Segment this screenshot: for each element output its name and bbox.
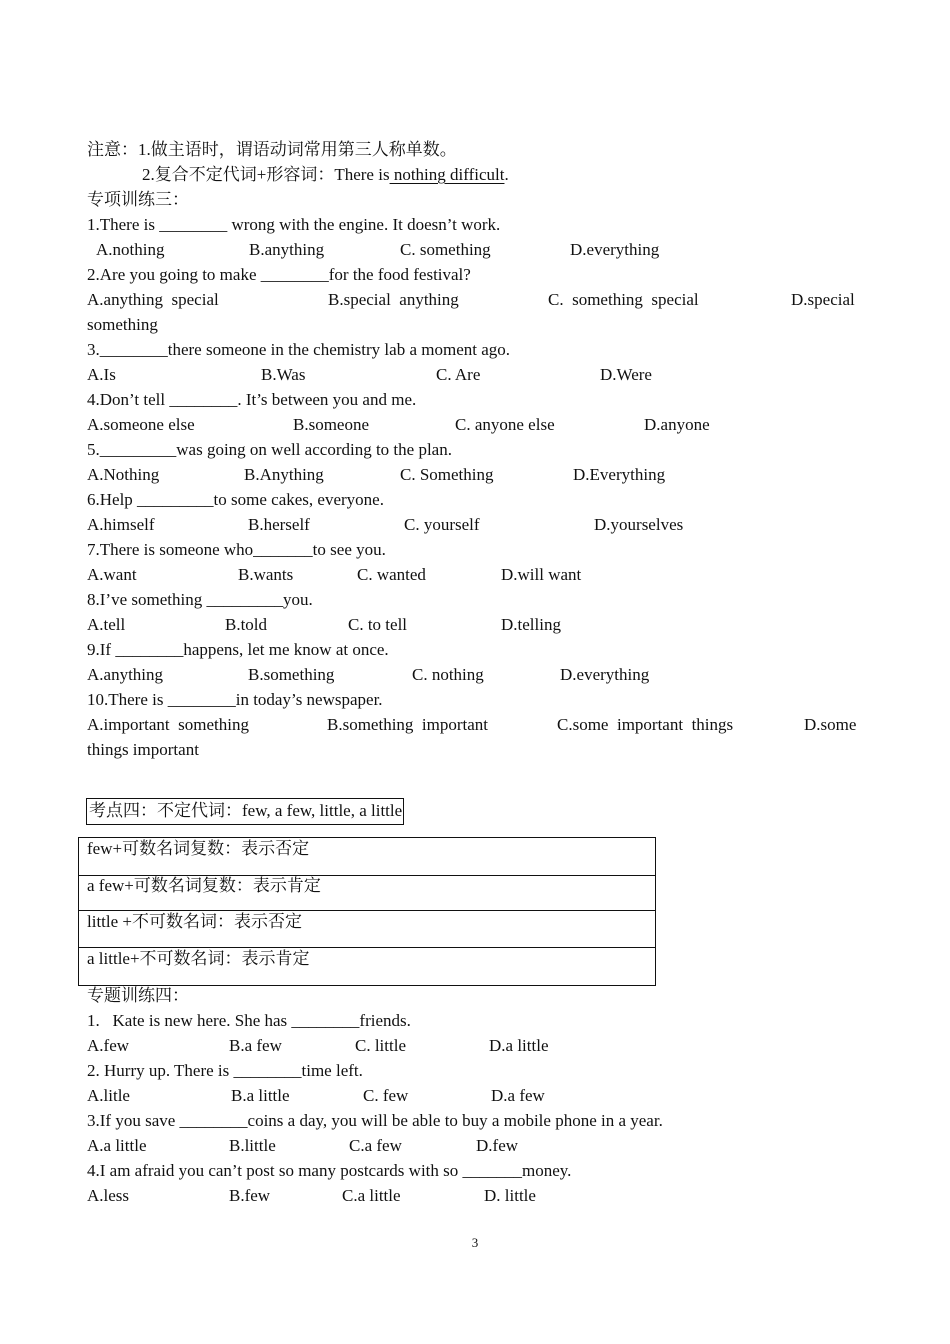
option-a: A.less [87, 1186, 130, 1205]
option-d-wrap: things important [87, 740, 199, 759]
option-a: A.want [87, 565, 137, 584]
rules-table [78, 837, 656, 986]
section4-title: 专题训练四： [87, 986, 189, 1005]
option-c: C. Are [436, 365, 481, 384]
question-text: 10.There is ________in today’s newspaper. [87, 690, 383, 709]
option-a: A.Nothing [87, 465, 160, 484]
note-line-2 [142, 164, 509, 186]
option-d: D. little [484, 1186, 536, 1205]
option-a: A.someone else [87, 415, 195, 434]
option-d: D.Were [600, 365, 652, 384]
option-a: A.tell [87, 615, 126, 634]
question-text: 5._________was going on well according to the plan. [87, 440, 452, 459]
table-cell: a little+不可数名词：表示肯定 [87, 949, 310, 968]
question-text: 7.There is someone who_______to see you. [87, 540, 386, 559]
question-text: 3.________there someone in the chemistry lab a moment ago. [87, 340, 511, 359]
option-c: C. anyone else [455, 415, 555, 434]
option-c: C. nothing [412, 665, 484, 684]
option-c: C.a few [349, 1136, 402, 1155]
option-a: A.anything [87, 665, 164, 684]
option-c: C. few [363, 1086, 409, 1105]
question-text: 1.There is ________ wrong with the engine. It doesn’t work. [87, 215, 501, 234]
option-b: B.Was [261, 365, 306, 384]
question-text: 4.Don’t tell ________. It’s between you and me. [87, 390, 417, 409]
option-b: B.little [229, 1136, 276, 1155]
note-line-1: 注意：1.做主语时，谓语动词常用第三人称单数。 [87, 140, 457, 159]
option-c: C. to tell [348, 615, 408, 634]
option-b: B.special anything [328, 290, 459, 309]
option-d: D.a little [489, 1036, 549, 1055]
option-d: D.a few [491, 1086, 545, 1105]
option-c: C. yourself [404, 515, 480, 534]
option-c: C. something special [548, 290, 699, 309]
option-a: A.few [87, 1036, 130, 1055]
question-text: 9.If ________happens, let me know at once. [87, 640, 389, 659]
table-cell: a few+可数名词复数：表示肯定 [87, 876, 321, 895]
question-text: 2.Are you going to make ________for the food festival? [87, 265, 471, 284]
point4-title-box: 考点四：不定代词：few, a few, little, a little [86, 798, 404, 825]
option-c: C. Something [400, 465, 494, 484]
option-d: D.few [476, 1136, 519, 1155]
option-b: B.something [248, 665, 335, 684]
option-d-wrap: something [87, 315, 158, 334]
option-c: C. little [355, 1036, 406, 1055]
option-d: D.special [791, 290, 855, 309]
option-a: A.litle [87, 1086, 130, 1105]
option-d: D.will want [501, 565, 582, 584]
option-d: D.anyone [644, 415, 710, 434]
option-b: B.something important [327, 715, 489, 734]
option-c: C.a little [342, 1186, 401, 1205]
note-line-2-underlined: nothing difficult [389, 165, 505, 184]
option-d: D.telling [501, 615, 561, 634]
option-b: B.a little [231, 1086, 290, 1105]
option-b: B.told [225, 615, 268, 634]
option-d: D.Everything [573, 465, 666, 484]
option-c: C.some important things [557, 715, 734, 734]
option-d: D.some [804, 715, 857, 734]
note-line-2-suffix: . [504, 165, 509, 184]
question-text: 8.I’ve something _________you. [87, 590, 313, 609]
option-a: A.himself [87, 515, 155, 534]
option-d: D.everything [570, 240, 660, 259]
page-number: 3 [471, 1235, 479, 1250]
option-b: B.herself [248, 515, 310, 534]
option-d: D.everything [560, 665, 650, 684]
option-b: B.a few [229, 1036, 282, 1055]
option-d: D.yourselves [594, 515, 684, 534]
option-a: A.Is [87, 365, 116, 384]
question-text: 6.Help _________to some cakes, everyone. [87, 490, 384, 509]
table-cell: little +不可数名词：表示否定 [87, 912, 302, 931]
question-text: 2. Hurry up. There is ________time left. [87, 1061, 363, 1080]
question-text: 1. Kate is new here. She has ________friends. [87, 1011, 411, 1030]
question-text: 3.If you save ________coins a day, you will be able to buy a mobile phone in a year. [87, 1111, 663, 1130]
option-a: A.nothing [96, 240, 165, 259]
option-a: A.important something [87, 715, 249, 734]
section3-title: 专项训练三： [87, 190, 189, 209]
table-cell: few+可数名词复数：表示否定 [87, 839, 310, 858]
option-b: B.anything [249, 240, 325, 259]
option-a: A.a little [87, 1136, 147, 1155]
option-c: C. something [400, 240, 491, 259]
option-b: B.Anything [244, 465, 324, 484]
note-line-2-prefix: 2.复合不定代词+形容词：There is [142, 165, 390, 184]
option-b: B.wants [238, 565, 294, 584]
question-text: 4.I am afraid you can’t post so many postcards with so _______money. [87, 1161, 572, 1180]
option-c: C. wanted [357, 565, 426, 584]
option-a: A.anything special [87, 290, 219, 309]
option-b: B.few [229, 1186, 271, 1205]
option-b: B.someone [293, 415, 370, 434]
